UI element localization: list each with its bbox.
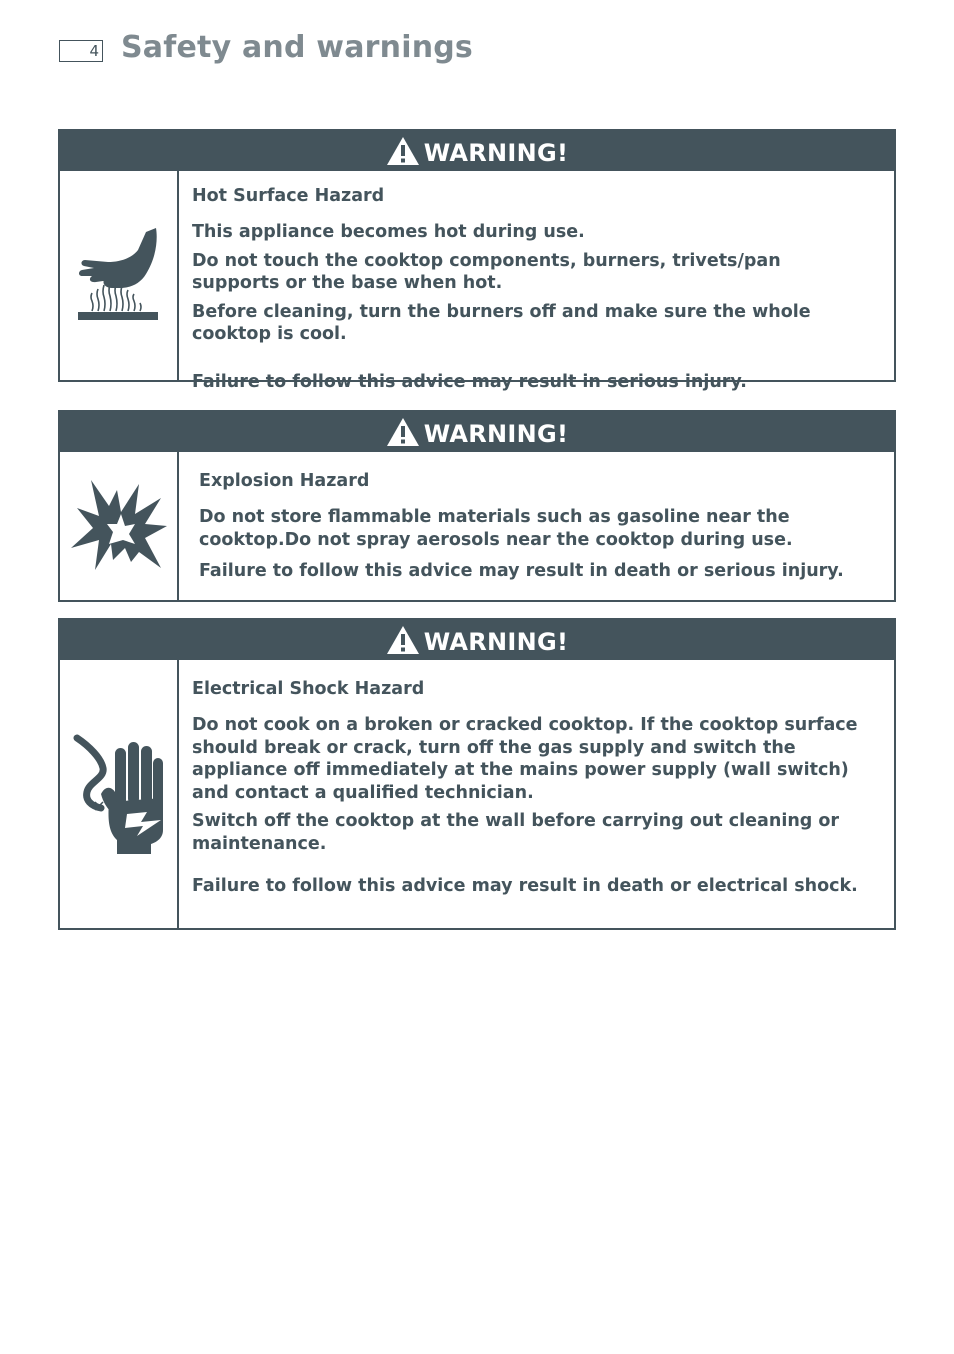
- warning-body: [60, 171, 894, 392]
- hazard-title: Hot Surface Hazard: [192, 186, 385, 206]
- explosion-icon: [69, 478, 169, 574]
- warning-header: [60, 131, 894, 171]
- warning-paragraph: Do not cook on a broken or cracked cooktop. If the cooktop surface should break or crack, turn off the gas supply and switch the appliance off immediately at the mains power supply (wall switch) and contact a qualified technician.: [192, 715, 858, 803]
- warning-text: [179, 660, 894, 928]
- warning-box-electrical-shock: [58, 618, 896, 930]
- warning-body: [60, 660, 894, 928]
- warning-box-hot-surface: [58, 129, 896, 392]
- warning-failure-note: Failure to follow this advice may result in serious injury.: [192, 371, 747, 392]
- warning-paragraph: Switch off the cooktop at the wall before carrying out cleaning or maintenance.: [192, 811, 840, 854]
- page-title: Safety and warnings: [121, 30, 473, 65]
- warning-failure-note: Failure to follow this advice may result in death or electrical shock.: [192, 876, 858, 896]
- warning-text: [179, 452, 894, 600]
- icon-cell: [60, 660, 179, 928]
- warning-header: [60, 620, 894, 660]
- warning-label: WARNING!: [423, 420, 569, 448]
- warning-label: WARNING!: [423, 139, 569, 167]
- warning-header: [60, 412, 894, 452]
- hot-surface-hand-icon: [74, 226, 164, 326]
- warning-paragraph: This appliance becomes hot during use.: [192, 222, 585, 242]
- warning-paragraph: Before cleaning, turn the burners off and make sure the whole cooktop is cool.: [192, 301, 811, 344]
- warning-failure-note: Failure to follow this advice may result in death or serious injury.: [199, 561, 844, 581]
- page-number: 4: [59, 40, 103, 62]
- electric-shock-hand-icon: [71, 732, 167, 856]
- icon-cell: [60, 452, 179, 600]
- warning-triangle-icon: [386, 625, 420, 655]
- warning-label: WARNING!: [423, 628, 569, 656]
- icon-cell: [60, 171, 179, 380]
- warning-body: [60, 452, 894, 600]
- warning-paragraph: Do not touch the cooktop components, burners, trivets/pan supports or the base when hot.: [192, 250, 781, 293]
- warning-triangle-icon: [386, 417, 420, 447]
- warning-box-explosion: [58, 410, 896, 602]
- hazard-title: Electrical Shock Hazard: [192, 679, 425, 699]
- warning-paragraph: Do not store flammable materials such as gasoline near the cooktop.Do not spray aerosols near the cooktop during use.: [199, 507, 793, 550]
- warning-text: [179, 171, 894, 392]
- warning-triangle-icon: [386, 136, 420, 166]
- hazard-title: Explosion Hazard: [199, 471, 370, 491]
